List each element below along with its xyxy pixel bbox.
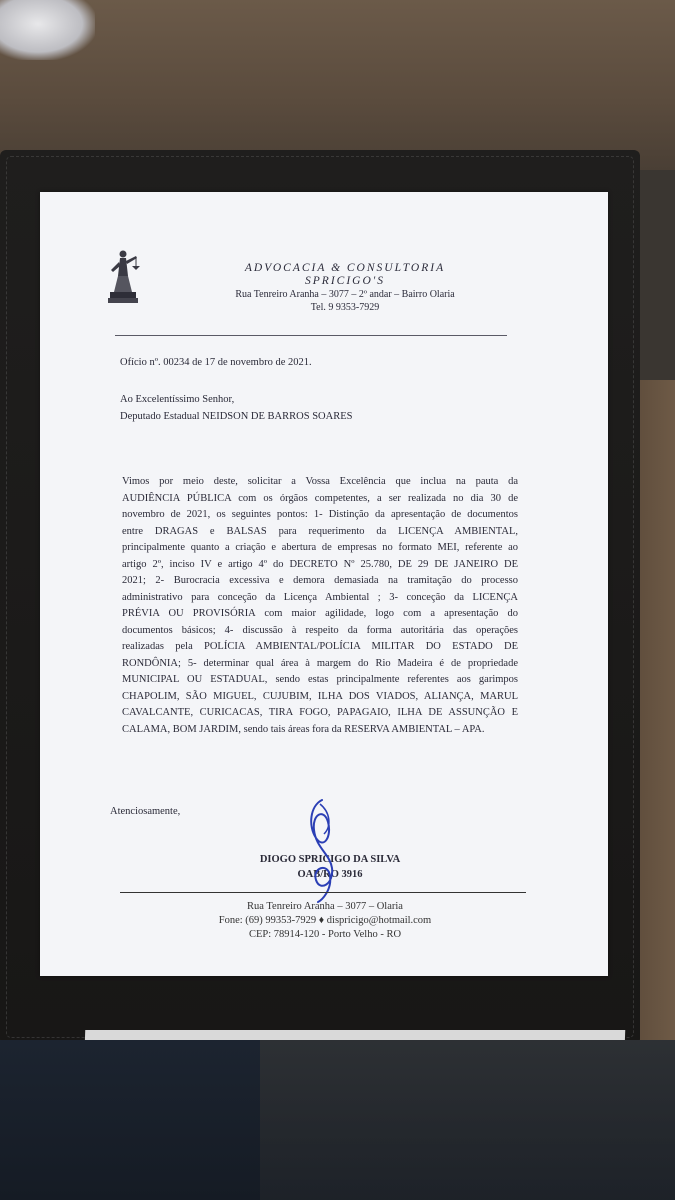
letterhead: [200, 262, 490, 314]
body-line: documentos básicos; 4- discussão à respeito da forma autoritária das operações: [122, 624, 518, 636]
handwritten-signature: [302, 796, 342, 906]
document-page: [40, 192, 608, 976]
footer-contact: Fone: (69) 99353-7929 ♦ dispricigo@hotmail.com: [218, 915, 432, 926]
body-line: 2021; 2- Burocracia excessiva e demora demasiada na tramitação do processo: [122, 575, 518, 586]
body-line: Vimos por meio deste, solicitar a Vossa Excelência que inclua na pauta da: [122, 476, 518, 487]
firm-phone: Tel. 9 9353-7929: [310, 302, 380, 313]
signatory-oab: OAB/RO 3916: [297, 869, 363, 880]
plastic-bag: [0, 0, 95, 60]
body-line: realizadas pela POLÍCIA AMBIENTAL/POLÍCIA MILITAR DO ESTADO DE: [122, 641, 518, 652]
body-line: CHAPOLIM, SÃO MIGUEL, CUJUBIM, ILHA DOS VIADOS, ALIANÇA, MARUL: [122, 690, 518, 702]
footer-address: Rua Tenreiro Aranha – 3077 – Olaria: [247, 901, 403, 912]
body-line: administrativo para conceção da Licença Ambiental ; 3- conceção da LICENÇA: [122, 591, 518, 603]
body-line: CAVALCANTE, CURICACAS, TIRA FOGO, PAPAGAIO, ILHA DE ASSUNÇÃO E: [122, 707, 518, 718]
letter-body: [122, 474, 518, 738]
justice-statue-logo-icon: [106, 248, 140, 306]
footer-rule: [120, 892, 526, 893]
body-line: entre DRAGAS e BALSAS para requerimento da LICENÇA AMBIENTAL,: [122, 525, 518, 537]
body-line: artigo 2º, inciso IV e artigo 4º do DECRETO Nº 25.780, DE 29 DE JANEIRO DE: [122, 558, 518, 570]
lap-shadow: [260, 1040, 675, 1200]
closing: Atenciosamente,: [110, 806, 181, 817]
firm-subname: SPRICIGO'S: [305, 275, 385, 287]
body-line: CALAMA, BOM JARDIM, sendo tais áreas fora da RESERVA AMBIENTAL – APA.: [122, 723, 485, 735]
signatory-name: DIOGO SPRICIGO DA SILVA: [259, 854, 401, 865]
firm-name: ADVOCACIA & CONSULTORIA: [244, 262, 446, 274]
footer-cep: CEP: 78914-120 - Porto Velho - RO: [248, 929, 402, 940]
body-line: RONDÔNIA; 5- determinar qual área à margem do Rio Madeira é de propriedade: [122, 657, 518, 669]
firm-address: Rua Tenreiro Aranha – 3077 – 2º andar – Bairro Olaria: [235, 289, 455, 300]
body-line: AUDIÊNCIA PÚBLICA com os órgãos competentes, a ser realizada no dia 30 de: [122, 492, 518, 504]
body-line: novembro de 2021, os seguintes pontos: 1- Distinção da apresentação de documentos: [122, 509, 518, 520]
recipient-name: Deputado Estadual NEIDSON DE BARROS SOARES: [120, 411, 353, 422]
document-reference: Ofício nº. 00234 de 17 de novembro de 2021.: [120, 357, 312, 368]
body-line: MUNICIPAL OU ESTADUAL, sendo estas principalmente referentes aos garimpos: [122, 674, 518, 685]
table-surface: [0, 0, 675, 170]
body-line: PRÉVIA OU PROVISÓRIA com maior agilidade, logo com a apresentação do: [122, 608, 518, 619]
body-line: principalmente quanto a criação e abertura de empresas no formato MEI, referente ao: [122, 542, 518, 553]
recipient-salutation: Ao Excelentíssimo Senhor,: [120, 394, 235, 405]
footer: [190, 900, 460, 942]
header-rule: [115, 335, 507, 336]
